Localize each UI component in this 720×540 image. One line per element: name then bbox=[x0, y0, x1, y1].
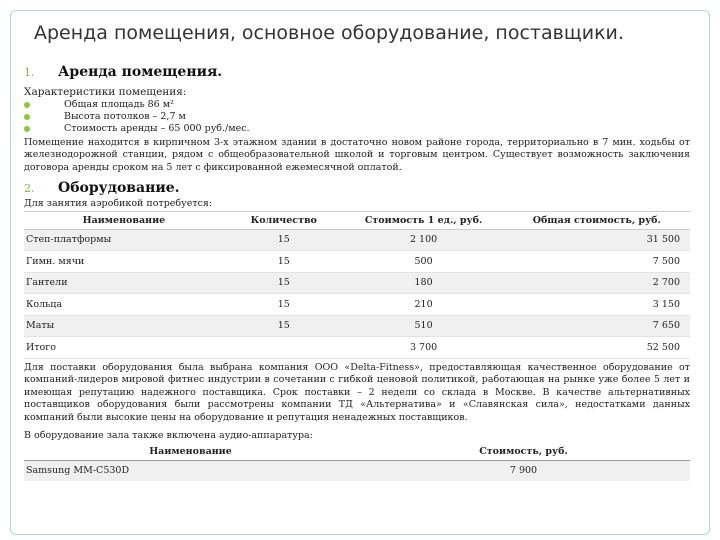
table-row bbox=[24, 294, 690, 316]
supplier-paragraph: Для поставки оборудования была выбрана компания ООО «Delta-Fitness», предоставляющая качественное оборудование от компаний-лидеров мировой фитнес индустрии в сочетании с гибкой ценовой политикой, работающая на рынке уже более 5 лет и имеющая репутацию надежного поставщика. Срок поставки – 2 недели со склада в Москве. В качестве альтернативных поставщиков оборудования были рассмотрены компании ТД «Альтернатива» и «Славянская сила», недостатками данных компаний были высокие цены на оборудование и репутация ненадежных поставщиков. bbox=[24, 361, 690, 423]
table-cell: 15 bbox=[224, 272, 344, 294]
bullet-item: Общая площадь 86 м² bbox=[24, 99, 690, 111]
section-2-header bbox=[24, 180, 690, 196]
section-2-number: 2. bbox=[24, 182, 35, 195]
table-cell: Кольца bbox=[24, 294, 224, 316]
table-cell: 52 500 bbox=[504, 337, 691, 359]
equipment-table bbox=[24, 211, 690, 359]
table-cell: Итого bbox=[24, 337, 224, 359]
audio-table bbox=[24, 443, 690, 482]
table-cell: 15 bbox=[224, 229, 344, 251]
section-1-header bbox=[24, 64, 690, 80]
section-2-heading: Оборудование. bbox=[58, 180, 180, 196]
table-row bbox=[24, 251, 690, 273]
bullet-icon bbox=[24, 126, 30, 132]
column-header: Наименование bbox=[24, 211, 224, 229]
table-cell: 31 500 bbox=[504, 229, 691, 251]
table-cell: Samsung MM-C530D bbox=[24, 460, 357, 481]
table-row-total bbox=[24, 337, 690, 359]
table-row bbox=[24, 315, 690, 337]
table-row bbox=[24, 229, 690, 251]
premises-subheading: Характеристики помещения: bbox=[24, 86, 187, 98]
bullet-item: Высота потолков – 2,7 м bbox=[24, 111, 690, 123]
equipment-intro: Для занятия аэробикой потребуется: bbox=[24, 198, 213, 209]
premises-bullet-list bbox=[24, 99, 690, 135]
column-header: Стоимость, руб. bbox=[357, 443, 690, 461]
bullet-item: Стоимость аренды – 65 000 руб./мес. bbox=[24, 123, 690, 135]
table-cell: 3 700 bbox=[344, 337, 504, 359]
table-cell: Степ-платформы bbox=[24, 229, 224, 251]
section-1-heading: Аренда помещения. bbox=[58, 64, 223, 80]
table-cell: 15 bbox=[224, 251, 344, 273]
column-header: Наименование bbox=[24, 443, 357, 461]
premises-paragraph: Помещение находится в кирпичном 3-х этажном здании в достаточно новом районе города, территориально в 7 мин. ходьбы от железнодорожной станции, рядом с общеобразовательной школой и торговым центром. Существует возможность заключения договора аренды сроком на 5 лет с фиксированной ежемесячной оплатой. bbox=[24, 136, 690, 173]
table-cell: 2 700 bbox=[504, 272, 691, 294]
table-cell: 2 100 bbox=[344, 229, 504, 251]
column-header: Общая стоимость, руб. bbox=[504, 211, 691, 229]
table-cell: 15 bbox=[224, 315, 344, 337]
table-header-row bbox=[24, 443, 690, 461]
section-1-number: 1. bbox=[24, 66, 35, 79]
table-cell: 7 500 bbox=[504, 251, 691, 273]
table-row bbox=[24, 272, 690, 294]
table-cell: 7 650 bbox=[504, 315, 691, 337]
content-area bbox=[24, 64, 690, 481]
audio-intro: В оборудование зала также включена аудио-аппаратура: bbox=[24, 430, 313, 441]
column-header: Количество bbox=[224, 211, 344, 229]
table-cell bbox=[224, 337, 344, 359]
table-cell: 210 bbox=[344, 294, 504, 316]
table-cell: 7 900 bbox=[357, 460, 690, 481]
table-header-row bbox=[24, 211, 690, 229]
table-row bbox=[24, 460, 690, 481]
bullet-icon bbox=[24, 114, 30, 120]
table-cell: 180 bbox=[344, 272, 504, 294]
table-cell: 510 bbox=[344, 315, 504, 337]
table-cell: Гимн. мячи bbox=[24, 251, 224, 273]
table-cell: 15 bbox=[224, 294, 344, 316]
column-header: Стоимость 1 ед., руб. bbox=[344, 211, 504, 229]
bullet-icon bbox=[24, 102, 30, 108]
page-title: Аренда помещения, основное оборудование, поставщики. bbox=[34, 22, 624, 44]
table-cell: 3 150 bbox=[504, 294, 691, 316]
table-cell: 500 bbox=[344, 251, 504, 273]
table-cell: Гантели bbox=[24, 272, 224, 294]
table-cell: Маты bbox=[24, 315, 224, 337]
